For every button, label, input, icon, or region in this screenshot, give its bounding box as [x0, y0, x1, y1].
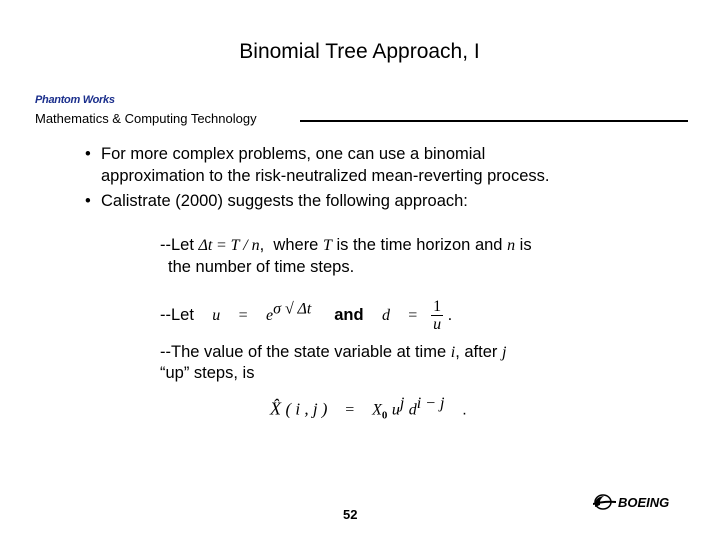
bullet-1-line-1: For more complex problems, one can use a binomial: [101, 145, 486, 163]
bullet-1-line-2: approximation to the risk-neutralized mean-reverting process.: [101, 167, 550, 185]
header-rule: [300, 120, 688, 122]
state-variable-equation: [270, 395, 467, 422]
d-exponent: i − j: [416, 395, 445, 412]
department-label: Mathematics & Computing Technology: [35, 111, 257, 126]
let-prefix: --Let: [160, 236, 194, 254]
after-text: , after: [455, 343, 498, 361]
exponent-sigma-sqrt-dt: σ √ Δt: [273, 300, 312, 318]
and-text: and: [334, 305, 364, 324]
slide-title: Binomial Tree Approach, I: [239, 40, 480, 63]
equals-sign: =: [238, 306, 248, 324]
horizon-text: is the time horizon and: [336, 236, 503, 254]
j-symbol: j: [501, 344, 507, 361]
bullet-2-line-1: Calistrate (2000) suggests the following approach:: [101, 192, 468, 210]
comma: ,: [259, 236, 265, 254]
let-dt-line: [160, 234, 532, 257]
i-j-arguments: ( i , j ): [285, 399, 328, 419]
bullet-dot: •: [85, 145, 91, 163]
time-horizon-symbol: T: [322, 237, 332, 254]
delta-t: Δt: [198, 237, 213, 254]
equals-sign: =: [216, 237, 226, 254]
one-over-u-fraction: [431, 298, 443, 333]
where-text: where: [273, 236, 319, 254]
u-symbol: u: [391, 401, 400, 419]
period: .: [462, 401, 467, 419]
let-prefix: --Let: [160, 305, 194, 324]
x-symbol: X: [372, 401, 382, 419]
time-steps-line: the number of time steps.: [168, 258, 355, 276]
phantom-works-logo: Phantom Works: [35, 94, 115, 106]
is-text: is: [519, 236, 532, 254]
boeing-logo-graphic: [592, 491, 696, 513]
x-subscript-zero: 0: [381, 409, 388, 422]
state-value-line-1: [160, 341, 506, 364]
boeing-wordmark: BOEING: [618, 495, 670, 510]
n-symbol: n: [507, 237, 516, 254]
fraction-numerator: 1: [433, 298, 442, 315]
t-over-n: T / n: [230, 237, 260, 254]
let-u-d-line: [160, 298, 452, 333]
u-exponent: j: [399, 395, 405, 412]
boeing-logo: [592, 491, 696, 518]
state-value-line-2: “up” steps, is: [160, 364, 255, 382]
period: .: [447, 305, 453, 324]
bullet-dot: •: [85, 192, 91, 210]
state-value-text: --The value of the state variable at time: [160, 343, 447, 361]
equals-sign: =: [408, 306, 418, 324]
x-hat-symbol: X̂: [270, 398, 281, 419]
d-symbol: d: [408, 401, 417, 419]
i-symbol: i: [450, 344, 456, 361]
fraction-denominator: u: [433, 316, 442, 333]
d-symbol: d: [381, 306, 390, 324]
e-symbol: e: [266, 306, 274, 324]
u-symbol: u: [212, 306, 221, 324]
equals-sign: =: [345, 401, 355, 419]
page-number: 52: [343, 507, 358, 522]
